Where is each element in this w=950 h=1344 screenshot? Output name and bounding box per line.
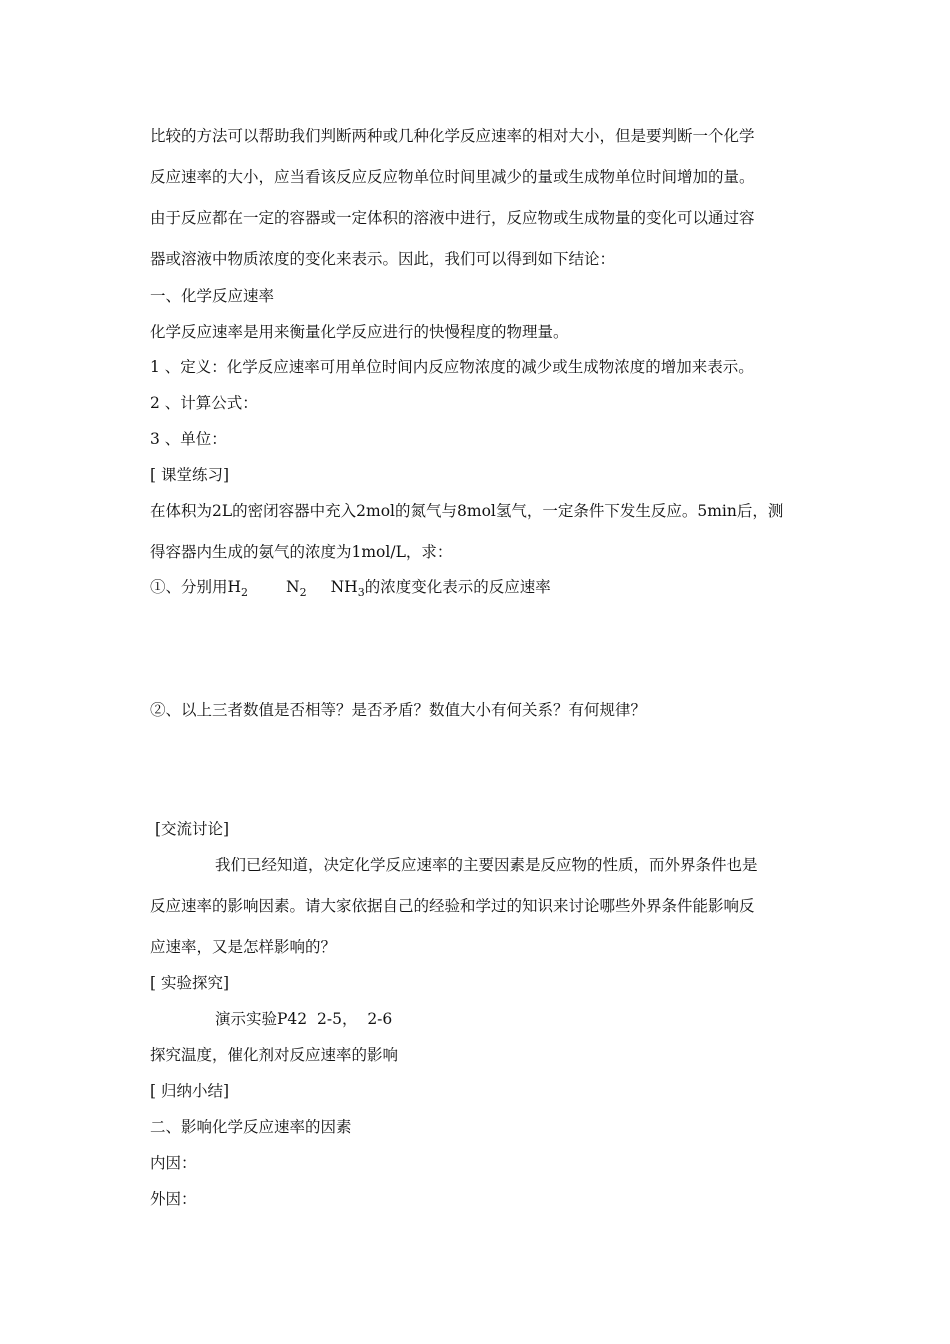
section1-intro: 化学反应速率是用来衡量化学反应进行的快慢程度的物理量。 — [150, 323, 569, 341]
summary-tag: [ 归纳小结] — [150, 1082, 230, 1100]
internal-factor: 内因： — [150, 1154, 197, 1172]
discussion-line-3: 应速率，又是怎样影响的？ — [150, 938, 337, 956]
demo-experiment: 演示实验P42 2-5， 2-6 — [215, 1010, 393, 1028]
section1-heading: 一、化学反应速率 — [150, 287, 275, 305]
exercise-tag: [ 课堂练习] — [150, 466, 230, 484]
formula-item: 2 、计算公式： — [150, 394, 258, 412]
explore-line: 探究温度，催化剂对反应速率的影响 — [150, 1046, 399, 1064]
section2-heading: 二、影响化学反应速率的因素 — [150, 1118, 352, 1136]
experiment-tag: [ 实验探究] — [150, 974, 230, 992]
para1-line-3: 由于反应都在一定的容器或一定体积的溶液中进行，反应物或生成物量的变化可以通过容 — [150, 209, 755, 227]
exercise-question-2: ②、以上三者数值是否相等？是否矛盾？数值大小有何关系？有何规律？ — [150, 701, 647, 719]
discussion-line-1: 我们已经知道，决定化学反应速率的主要因素是反应物的性质，而外界条件也是 — [215, 856, 758, 874]
external-factor: 外因： — [150, 1190, 197, 1208]
exercise-question-1: ①、分别用$H_2$ $N_2$ $NH_3$的浓度变化表示的反应速率 — [150, 578, 551, 599]
para1-line-1: 比较的方法可以帮助我们判断两种或几种化学反应速率的相对大小，但是要判断一个化学 — [150, 127, 755, 145]
para1-line-4: 器或溶液中物质浓度的变化来表示。因此，我们可以得到如下结论： — [150, 250, 616, 268]
unit-item: 3 、单位： — [150, 430, 227, 448]
exercise-line-1: 在体积为2L的密闭容器中充入2mol的氮气与8mol氢气，一定条件下发生反应。5min后，测 — [150, 502, 784, 520]
definition-item: 1 、定义：化学反应速率可用单位时间内反应物浓度的减少或生成物浓度的增加来表示。 — [150, 358, 754, 376]
discussion-tag: [交流讨论] — [155, 820, 230, 838]
discussion-line-2: 反应速率的影响因素。请大家依据自己的经验和学过的知识来讨论哪些外界条件能影响反 — [150, 897, 755, 915]
para1-line-2: 反应速率的大小，应当看该反应反应物单位时间里减少的量或生成物单位时间增加的量。 — [150, 168, 755, 186]
exercise-line-2: 得容器内生成的氨气的浓度为1mol/L，求： — [150, 543, 453, 561]
